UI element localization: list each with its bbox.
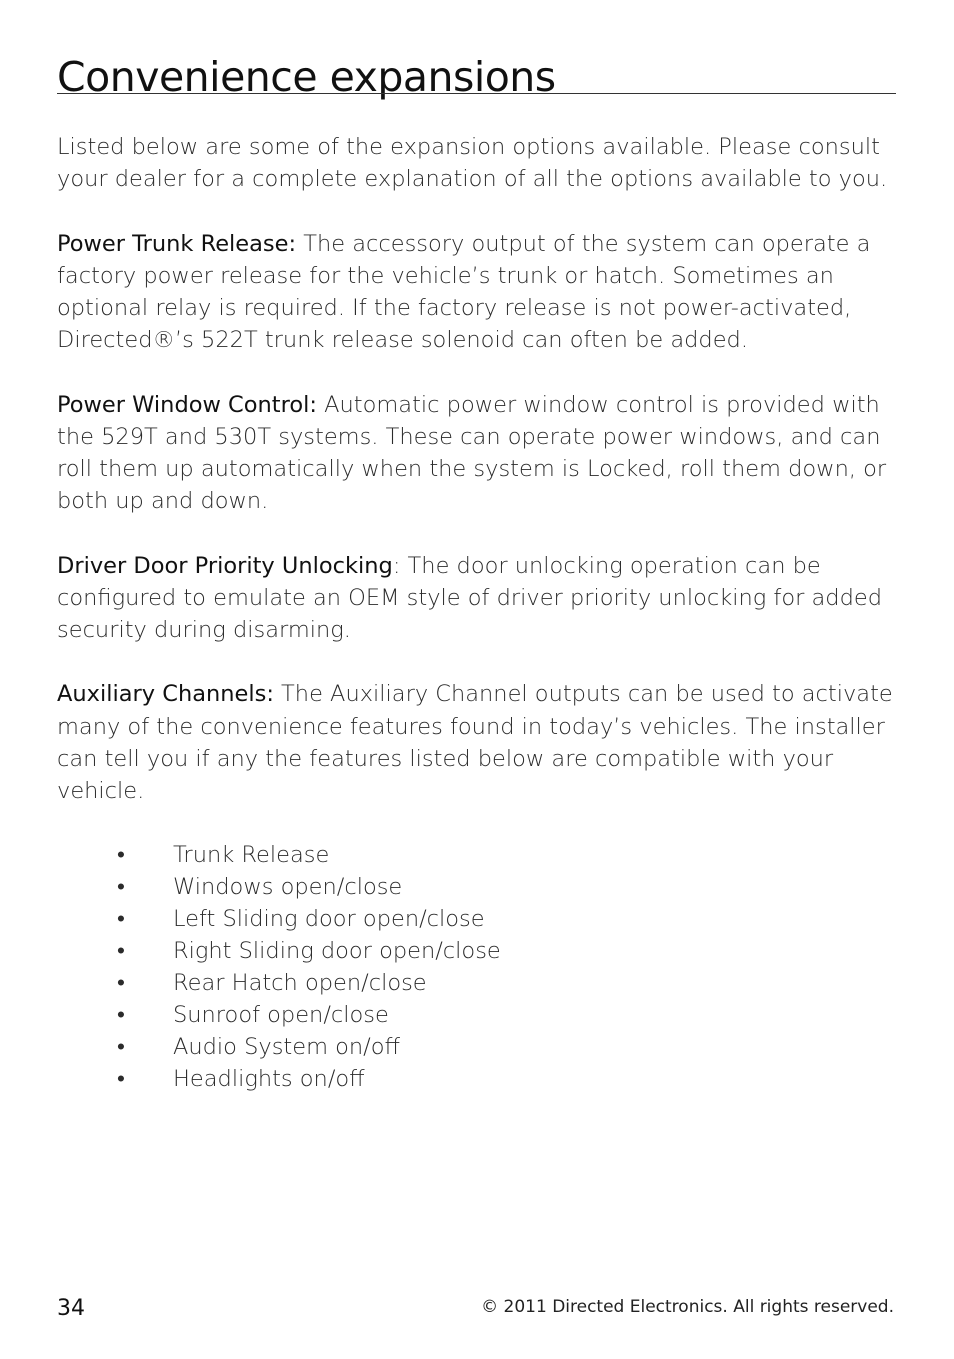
section-text: : The door unlocking operation can be configured to emulate an OEM style of driver priority unlocking for added security during disarming. (57, 552, 882, 643)
section-driver-door-priority (57, 550, 899, 647)
copyright-notice: © 2011 Directed Electronics. All rights reserved. (481, 1297, 894, 1317)
section-term: Auxiliary Channels: (57, 681, 274, 708)
list-item (57, 871, 899, 903)
page-number: 34 (57, 1296, 85, 1321)
list-item-label: Headlights on/off (173, 1066, 365, 1093)
bullet-icon: • (117, 1034, 125, 1061)
page-title: Convenience expansions (57, 53, 556, 101)
list-item-label: Audio System on/off (173, 1034, 401, 1061)
section-term: Power Window Control: (57, 391, 317, 418)
bullet-icon: • (117, 906, 125, 933)
list-item (57, 935, 899, 967)
list-item-label: Rear Hatch open/close (173, 970, 427, 997)
section-text: The accessory output of the system can operate a factory power release for the vehicle’s trunk or hatch. Sometimes an optional relay is required. If the factory release is not power-activated, Directed®’s 522T trunk release solenoid can often be added. (57, 230, 871, 354)
list-item (57, 1031, 899, 1063)
section-power-trunk-release (57, 228, 899, 357)
bullet-icon: • (117, 1002, 125, 1029)
list-item-label: Trunk Release (173, 842, 330, 869)
bullet-icon: • (117, 938, 125, 965)
section-power-window-control (57, 389, 899, 518)
title-divider (57, 93, 896, 94)
intro-paragraph: Listed below are some of the expansion options available. Please consult your dealer for a complete explanation of all the options available to you. (57, 134, 888, 193)
feature-list (57, 839, 899, 1095)
list-item-label: Left Sliding door open/close (173, 906, 485, 933)
list-item-label: Windows open/close (173, 874, 403, 901)
list-item (57, 1063, 899, 1095)
bullet-icon: • (117, 874, 125, 901)
bullet-icon: • (117, 842, 125, 869)
list-item-label: Sunroof open/close (173, 1002, 389, 1029)
list-item-label: Right Sliding door open/close (173, 938, 501, 965)
section-term: Driver Door Priority Unlocking (57, 552, 393, 579)
bullet-icon: • (117, 1066, 125, 1093)
section-auxiliary-channels (57, 678, 899, 807)
section-term: Power Trunk Release: (57, 230, 297, 257)
list-item (57, 999, 899, 1031)
section-text: The Auxiliary Channel outputs can be used to activate many of the convenience features found in today’s vehicles. The installer can tell you if any the features listed below are compatible with your vehicle. (57, 681, 893, 804)
section-text: Automatic power window control is provided with the 529T and 530T systems. These can operate power windows, and can roll them up automatically when the system is Locked, roll them down, or both up and down. (57, 391, 887, 515)
list-item (57, 839, 899, 871)
bullet-icon: • (117, 970, 125, 997)
page-content (57, 131, 899, 1095)
list-item (57, 903, 899, 935)
list-item (57, 967, 899, 999)
